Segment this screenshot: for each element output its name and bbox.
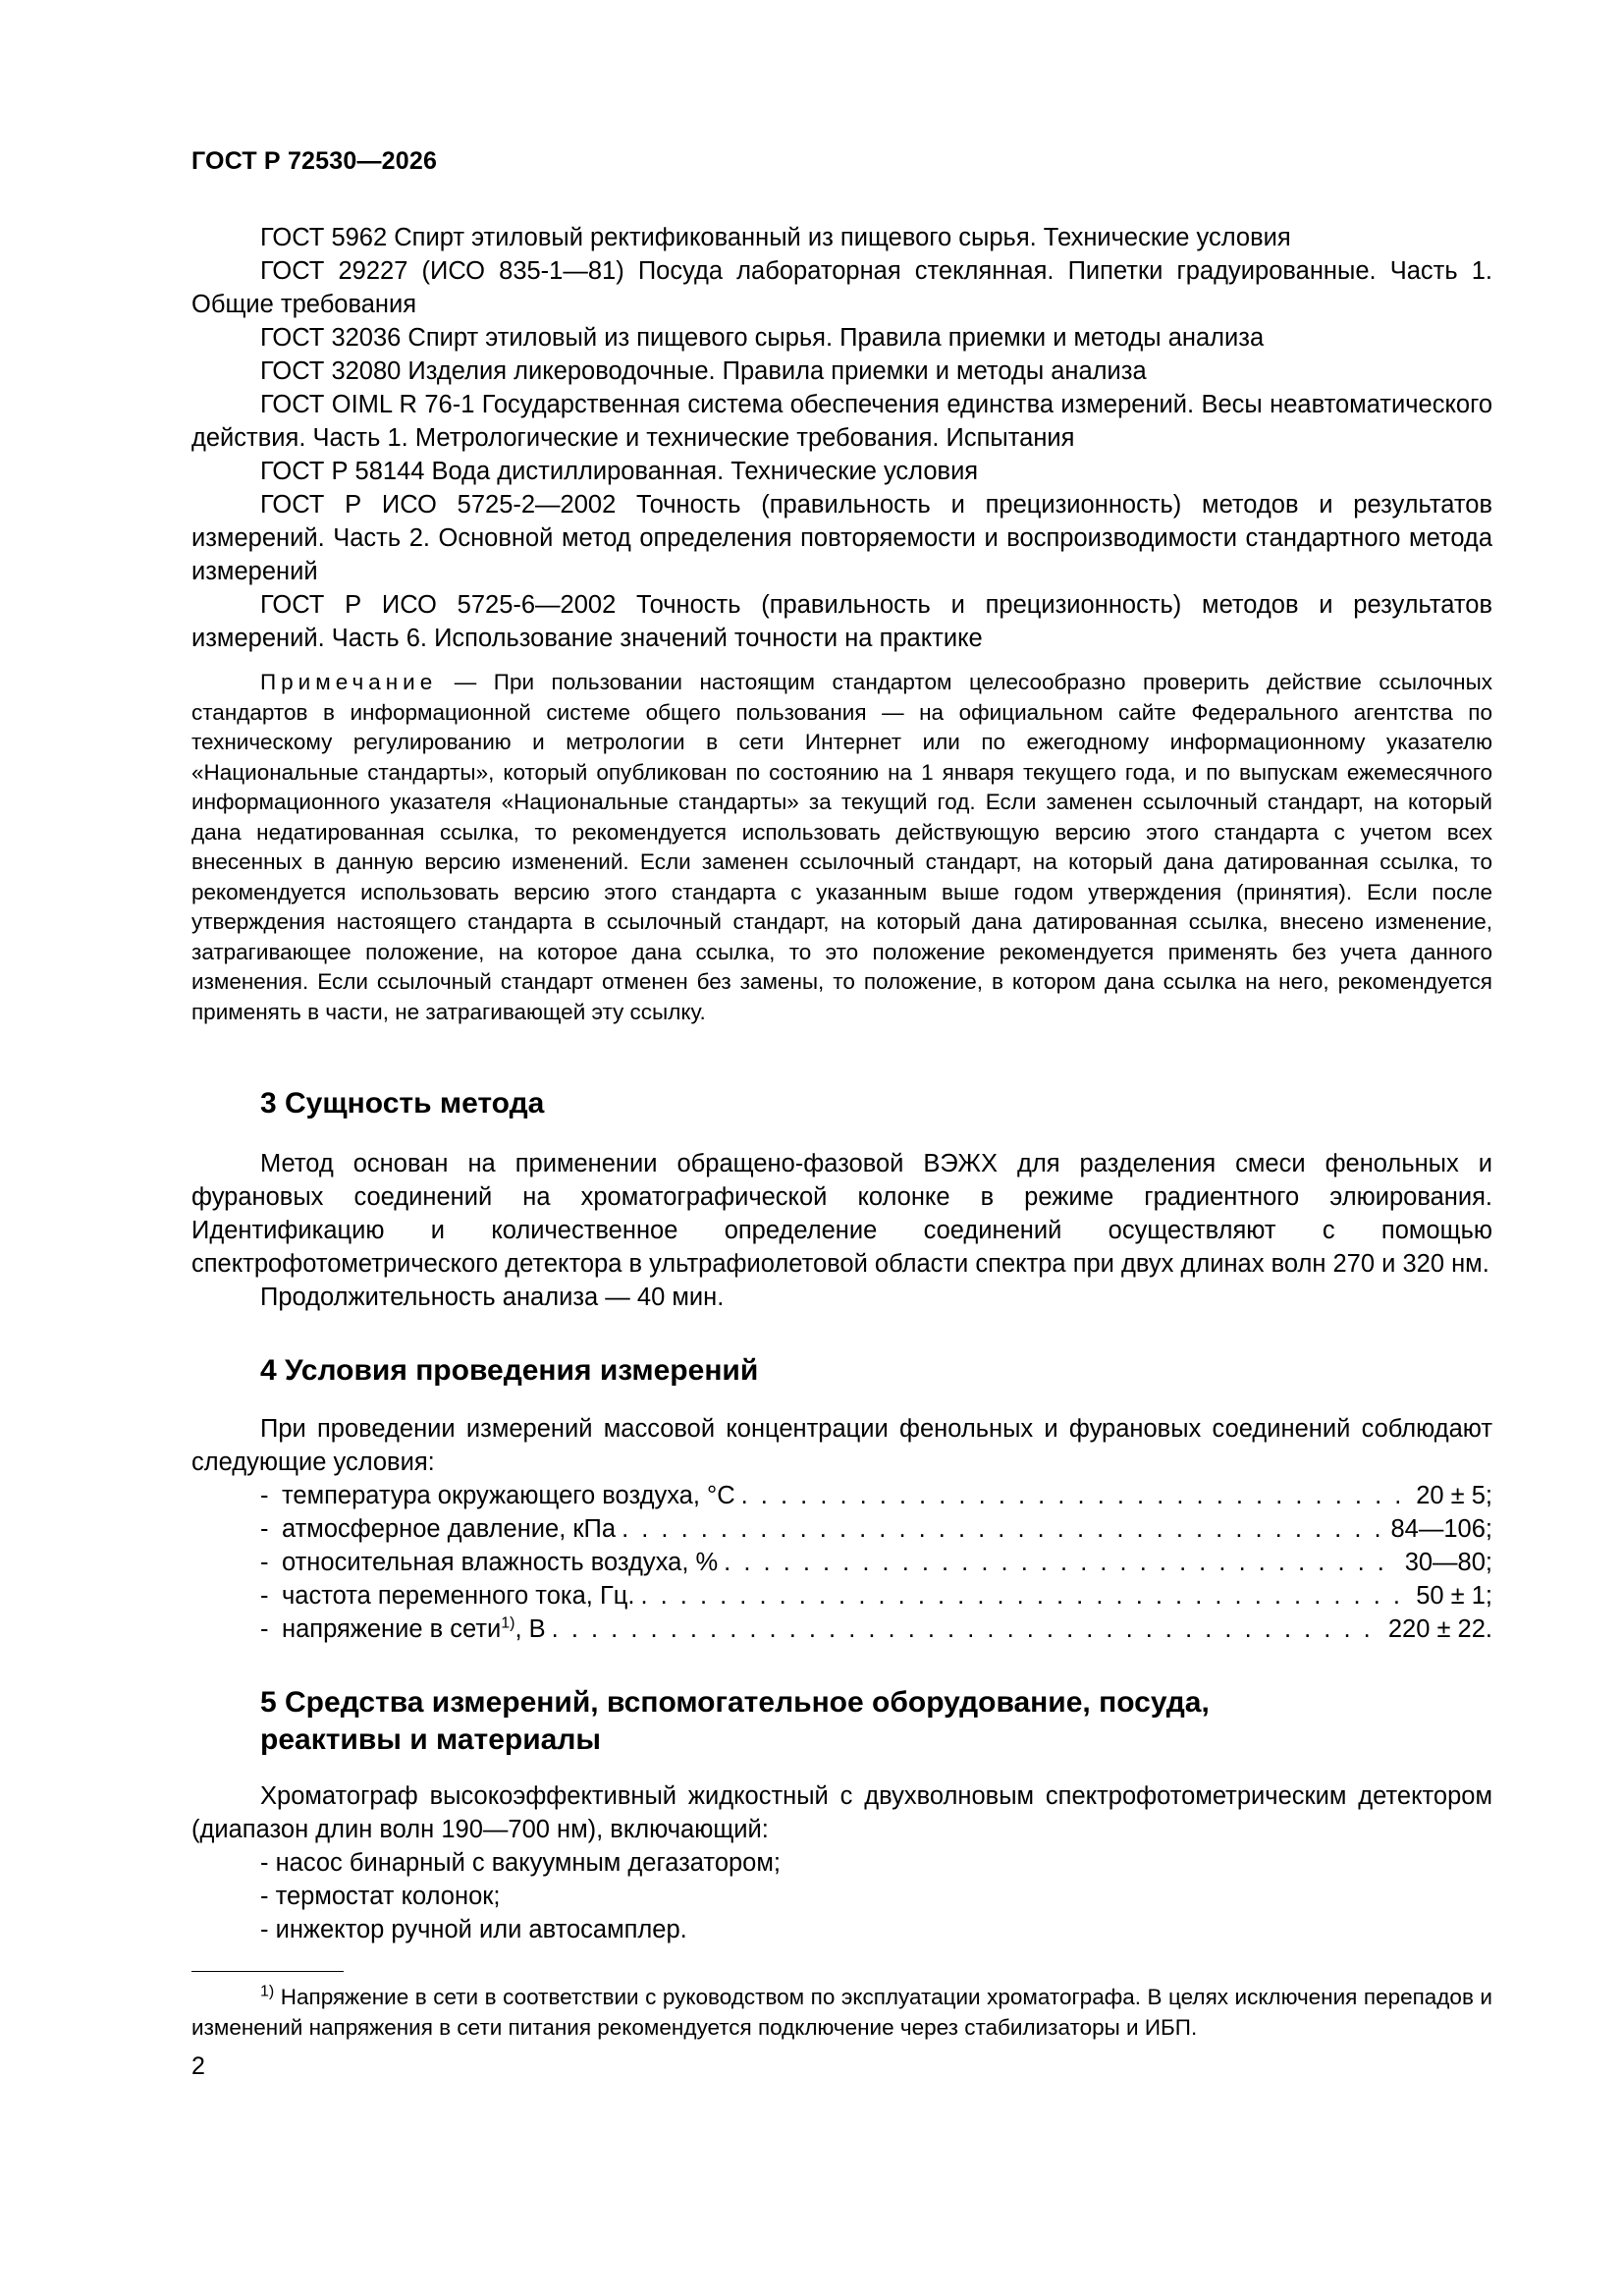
footnote-marker: 1) bbox=[260, 1983, 275, 2000]
section-3-body bbox=[191, 1147, 1492, 1314]
reference-item: ГОСТ OIML R 76-1 Государственная система обеспечения единства измерений. Весы неавтоматического действия. Часть 1. Метрологические и технические требования. Испытания bbox=[191, 391, 1492, 452]
footnote-ref[interactable]: 1) bbox=[501, 1614, 515, 1632]
equipment-list bbox=[191, 1846, 1492, 1946]
reference-item: ГОСТ 5962 Спирт этиловый ректификованный из пищевого сырья. Технические условия bbox=[260, 224, 1291, 251]
section-4-body bbox=[191, 1412, 1492, 1646]
paragraph: Продолжительность анализа — 40 мин. bbox=[260, 1284, 725, 1311]
section-5-body bbox=[191, 1779, 1492, 1946]
footnote-divider bbox=[191, 1971, 344, 1972]
condition-item: - относительная влажность воздуха, % . . . 30—80; bbox=[191, 1546, 1492, 1579]
section-5-title-cont: реактивы и материалы bbox=[260, 1723, 602, 1756]
list-item: - насос бинарный с вакуумным дегазатором; bbox=[260, 1849, 781, 1877]
note-label: Примечание bbox=[260, 670, 438, 694]
condition-item: - напряжение в сети$^{1)}$, В . . . 220 ± 22. bbox=[191, 1613, 1492, 1646]
document-id: ГОСТ Р 72530—2026 bbox=[191, 147, 438, 175]
condition-item: - температура окружающего воздуха, °С . . . 20 ± 5; bbox=[191, 1479, 1492, 1512]
reference-item: ГОСТ 29227 (ИСО 835-1—81) Посуда лабораторная стеклянная. Пипетки градуированные. Часть 1. Общие требования bbox=[191, 257, 1492, 318]
paragraph: Метод основан на применении обращено-фазовой ВЭЖХ для разделения смеси фенольных и фурановых соединений на хроматографической колонке в режиме градиентного элюирования. Идентификацию и количественное определение соединений осуществляют с помощью спектрофотометрического детектора в ультрафиолетовой области спектра при двух длинах волн 270 и 320 нм. bbox=[191, 1150, 1492, 1278]
reference-item: ГОСТ Р 58144 Вода дистиллированная. Технические условия bbox=[260, 458, 979, 485]
footnote-text: Напряжение в сети в соответствии с руководством по эксплуатации хроматографа. В целях исключения перепадов и изменений напряжения в сети питания рекомендуется подключение через стабилизаторы и ИБП. bbox=[191, 1985, 1492, 2040]
note-text: — При пользовании настоящим стандартом целесообразно проверить действие ссылочных стандартов в информационной системе общего пользования — на официальном сайте Федерального агентства по техническому регулированию и метрологии в сети Интернет или по ежегодному информационному указателю «Национальные стандарты», который опубликован по состоянию на 1 января текущего года, и по выпускам ежемесячного информационного указателя «Национальные стандарты» за текущий год. Если заменен ссылочный стандарт, на который дана недатированная ссылка, то рекомендуется использовать действующую версию этого стандарта с учетом всех внесенных в данную версию изменений. Если заменен ссылочный стандарт, на который дана датированная ссылка, то рекомендуется использовать версию этого стандарта с указанным выше годом утверждения (принятия). Если после утверждения настоящего стандарта в ссылочный стандарт, на который дана датированная ссылка, внесено изменение, затрагивающее положение, на которое дана ссылка, то это положение рекомендуется применять без учета данного изменения. Если ссылочный стандарт отменен без замены, то положение, в котором дана ссылка на него, рекомендуется применять в части, не затрагивающей эту ссылку. bbox=[191, 670, 1492, 1024]
page-number: 2 bbox=[191, 2052, 205, 2080]
reference-item: ГОСТ 32036 Спирт этиловый из пищевого сырья. Правила приемки и методы анализа bbox=[260, 324, 1265, 352]
conditions-list bbox=[191, 1479, 1492, 1646]
condition-item: - частота переменного тока, Гц. . . . 50 ± 1; bbox=[191, 1579, 1492, 1613]
references-note bbox=[191, 668, 1492, 1027]
section-4-title: 4 Условия проведения измерений bbox=[260, 1354, 759, 1387]
section-3-title: 3 Сущность метода bbox=[260, 1087, 545, 1120]
reference-item: ГОСТ 32080 Изделия ликероводочные. Правила приемки и методы анализа bbox=[260, 357, 1147, 385]
reference-item: ГОСТ Р ИСО 5725-6—2002 Точность (правильность и прецизионность) методов и результатов измерений. Часть 6. Использование значений точности на практике bbox=[191, 591, 1492, 652]
list-item: - инжектор ручной или автосамплер. bbox=[260, 1916, 687, 1943]
footnote bbox=[191, 1982, 1492, 2043]
condition-item: - атмосферное давление, кПа . . . 84—106; bbox=[191, 1512, 1492, 1546]
section-5-title: 5 Средства измерений, вспомогательное оборудование, посуда, bbox=[260, 1686, 1210, 1719]
paragraph: Хроматограф высокоэффективный жидкостный с двухволновым спектрофотометрическим детектором (диапазон длин волн 190—700 нм), включающий: bbox=[191, 1782, 1492, 1843]
paragraph: При проведении измерений массовой концентрации фенольных и фурановых соединений соблюдают следующие условия: bbox=[191, 1415, 1492, 1476]
reference-item: ГОСТ Р ИСО 5725-2—2002 Точность (правильность и прецизионность) методов и результатов измерений. Часть 2. Основной метод определения повторяемости и воспроизводимости стандартного метода измерений bbox=[191, 491, 1492, 585]
normative-references bbox=[191, 221, 1492, 655]
list-item: - термостат колонок; bbox=[260, 1883, 501, 1910]
